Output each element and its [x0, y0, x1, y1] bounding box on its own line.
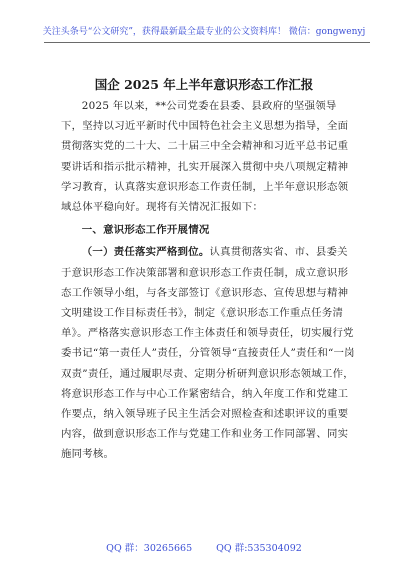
promo-header: 关注头条号“公文研究”，获得最新最全最专业的公文资料库！ 微信：gongwenyj [42, 27, 366, 37]
subsection-heading: （一）责任落实严格到位。 [81, 246, 210, 259]
qq-group-2: QQ 群:535304092 [216, 543, 302, 554]
section-heading: 一、意识形态工作开展情况 [81, 224, 210, 237]
subsection-paragraph [61, 242, 355, 464]
intro-paragraph: 2025 年以来，**公司党委在县委、县政府的坚强领导下，坚持以习近平新时代中国特色社会主义思想为指导，全面贯彻落实党的二十大、二十届三中全会精神和习近平总书记重要讲话和指示批示精神，扎实开展深入贯彻中央八项规定精神学习教育，认真落实意识形态工作责任制，上半年意识形态领域总体平稳向好。现将有关情况汇报如下： [61, 100, 349, 214]
document-body [61, 96, 355, 465]
header-divider [44, 42, 370, 43]
qq-group-1: QQ 群：30265665 [106, 543, 193, 554]
document-title: 国企 2025 年上半年意识形态工作汇报 [94, 77, 314, 92]
subsection-text: 认真贯彻落实省、市、县委关于意识形态工作决策部署和意识形态工作责任制，成立意识形态工作领导小组，与各支部签订《意识形态、宣传思想与精神文明建设工作目标责任书》，制定《意识形态工作重点任务清单》。严格落实意识形态工作主体责任和领导责任，切实履行党委书记“第一责任人”责任，分管领导“直接责任人”责任和“一岗双责”责任，通过履职尽责、定期分析研判意识形态领域工作，将意识形态工作与中心工作紧密结合，纳入年度工作和党建工作要点，纳入领导班子民主生活会对照检查和述职评议的重要内容，做到意识形态工作与党建工作和业务工作同部署、同实施同考核。 [61, 246, 355, 461]
qq-footer [0, 540, 408, 554]
